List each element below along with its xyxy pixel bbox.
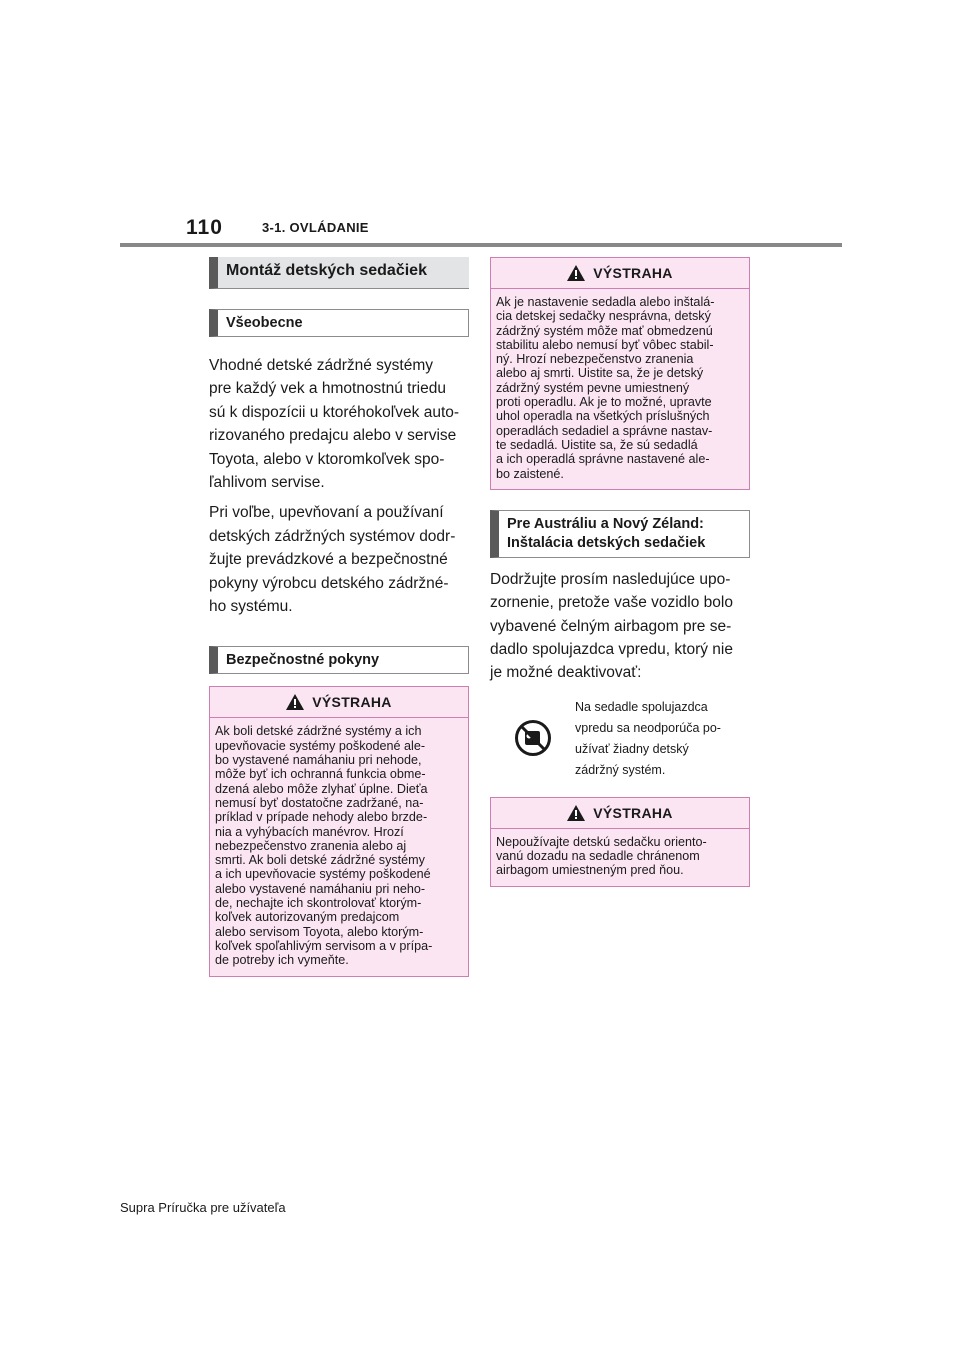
warning-box-seat-adjustment [490,257,750,490]
warning-text: Nepoužívajte detskú sedačku oriento- vanú dozadu na sedadle chránenom airbagom umiestneným pred ňou. [496,834,707,878]
airbag-notice-text: Dodržujte prosím nasledujúce upo- zornenie, pretože vaše vozidlo bolo vybavené čelným airbagom pre se- dadlo spolujazdca vpredu, ktorý nie je možné deaktivovať: [490,570,733,682]
section-title: 3-1. OVLÁDANIE [262,220,369,235]
heading-safety-instructions: Bezpečnostné pokyny [209,646,469,674]
footer-manual-title: Supra Príručka pre užívateľa [120,1200,286,1215]
right-column [490,257,750,887]
left-column [209,257,469,977]
warning-triangle-icon [567,805,585,821]
header-rule [120,243,842,247]
warning-title: VÝSTRAHA [312,694,392,711]
heading-general: Všeobecne [209,309,469,337]
warning-text: Ak boli detské zádržné systémy a ich upevňovacie systémy poškodené ale- bo vystavené namáhaniu pri nehode, môže byť ich ochranná funkcia obme- dzená alebo môže zlyhať úplne. Dieťa nemusí byť dostatočne zadržané, na- príklad v prípade nehody alebo brzde- nia a vyhýbacích manévrov. Hrozí nebezpečenstvo zranenia alebo aj smrti. Ak boli detské zádržné systémy a ich upevňovacie systémy poškodené alebo vystavené namáhaniu pri neho- de, nechajte ich skontrolovať ktorým- koľvek autorizovaným predajcom alebo servisom Toyota, alebo ktorým- koľvek spoľahlivým servisom a v prípa- de potreby ich vymeňte. [215,724,433,968]
warning-text: Ak je nastavenie sedadla alebo inštalá- cia detskej sedačky nesprávna, detský zádržný systém môže mať obmedzenú stabilitu alebo nemusí byť vôbec stabil- ný. Hrozí nebezpečenstvo zranenia alebo aj smrti. Uistite sa, že je detský zádržný systém pevne umiestnený proti operadlu. Ak je to možné, upravte uhol operadla na všetkých príslušných operadlách sedadiel a správne nastav- te sedadlá. Uistite sa, že sú sedadlá a ich operadlá správne nastavené ale- bo zaistené. [496,295,715,481]
heading-australia-nz: Pre Austráliu a Nový Zéland: Inštalácia detských sedačiek [490,510,750,558]
no-child-seat-note: Na sedadle spolujazdca vpredu sa neodporúča po- užívať žiadny detský zádržný systém. [575,699,721,777]
warning-box-damaged-seats [209,686,469,976]
warning-title: VÝSTRAHA [593,265,673,281]
warning-triangle-icon [567,265,585,281]
paragraph-suitable-seats: Vhodné detské zádržné systémy pre každý vek a hmotnostnú triedu sú k dispozícii u ktoréhokoľvek auto- rizovaného predajcu alebo v servise Toyota, alebo v ktoromkoľvek spo- ľahlivom servise. [209,357,460,492]
page-number: 110 [186,216,223,239]
no-child-seat-icon [514,719,552,757]
no-child-seat-notice [490,697,750,781]
paragraph-instructions: Pri voľbe, upevňovaní a používaní detských zádržných systémov dodr- žujte prevádzkové a bezpečnostné pokyny výrobcu detského zádržné- ho systému. [209,504,456,616]
heading-child-seat-installation: Montáž detských sedačiek [209,257,469,289]
intro-text [209,354,469,618]
warning-box-rear-facing [490,797,750,887]
warning-triangle-icon [286,694,304,710]
warning-title: VÝSTRAHA [593,804,673,821]
